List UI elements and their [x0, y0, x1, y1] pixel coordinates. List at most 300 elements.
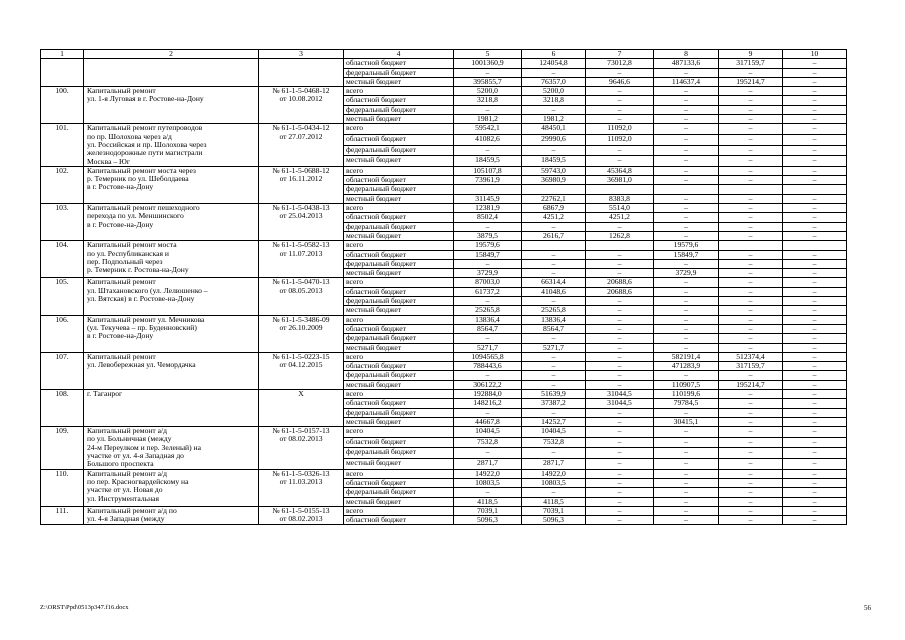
amount-cell: – [719, 488, 783, 497]
amount-cell: – [522, 371, 586, 380]
amount-cell: – [719, 115, 783, 124]
amount-cell: – [654, 497, 719, 506]
amount-cell: – [719, 497, 783, 506]
amount-cell: – [783, 389, 847, 398]
amount-cell: – [719, 408, 783, 417]
amount-cell: – [783, 362, 847, 371]
item-number: 104. [41, 241, 84, 278]
amount-cell: – [586, 297, 654, 306]
expertise-conclusion [259, 204, 344, 241]
amount-cell: – [586, 259, 654, 268]
amount-cell: – [654, 156, 719, 167]
table-row [41, 241, 847, 250]
amount-cell: – [522, 105, 586, 114]
amount-cell: 10404,5 [454, 427, 522, 438]
amount-cell: – [783, 315, 847, 324]
amount-cell: – [522, 488, 586, 497]
amount-cell: – [783, 478, 847, 487]
description-line: ул. 4-я Западная (между [87, 514, 165, 524]
amount-cell: 124054,8 [522, 59, 586, 68]
amount-cell: 30415,1 [654, 417, 719, 426]
description-line: перехода по ул. Меншинского [87, 211, 184, 221]
item-number: 102. [41, 166, 84, 203]
amount-cell: – [454, 145, 522, 156]
amount-cell [783, 185, 847, 194]
amount-cell: – [783, 306, 847, 315]
amount-cell: – [586, 497, 654, 506]
table-row [41, 124, 847, 135]
amount-cell: 317159,7 [719, 59, 783, 68]
amount-cell: 29990,6 [522, 134, 586, 145]
item-number [41, 59, 84, 87]
funding-source: местный бюджет [344, 194, 454, 203]
amount-cell: – [783, 297, 847, 306]
amount-cell: 36981,0 [586, 176, 654, 185]
amount-cell: – [719, 124, 783, 135]
amount-cell: – [719, 278, 783, 287]
amount-cell: 3729,9 [454, 269, 522, 278]
description-line: участке от ул. Новая до [87, 485, 163, 495]
description-line: Капитальный ремонт ул. Мечникова [87, 315, 205, 324]
funding-source: местный бюджет [344, 459, 454, 470]
header-cell: 9 [719, 50, 783, 59]
header-cell: 10 [783, 50, 847, 59]
amount-cell: – [783, 408, 847, 417]
amount-cell: – [783, 469, 847, 478]
amount-cell: – [719, 287, 783, 296]
amount-cell: 110907,5 [654, 380, 719, 389]
conclusion-line: № 61-1-5-0223-15 [272, 352, 330, 361]
funding-source: федеральный бюджет [344, 105, 454, 114]
amount-cell: – [454, 222, 522, 231]
amount-cell: – [454, 105, 522, 114]
amount-cell: – [454, 408, 522, 417]
amount-cell: 31145,9 [454, 194, 522, 203]
funding-source: всего [344, 389, 454, 398]
amount-cell: – [654, 287, 719, 296]
amount-cell: – [654, 478, 719, 487]
header-cell: 7 [586, 50, 654, 59]
amount-cell: – [783, 488, 847, 497]
amount-cell: 31044,5 [586, 389, 654, 398]
expertise-conclusion [259, 241, 344, 278]
amount-cell: – [719, 315, 783, 324]
conclusion-line: от 08.05.2013 [279, 285, 323, 295]
funding-source: местный бюджет [344, 156, 454, 167]
amount-cell: – [654, 204, 719, 213]
amount-cell: 195214,7 [719, 380, 783, 389]
item-number: 110. [41, 469, 84, 506]
object-description [84, 87, 259, 124]
amount-cell: – [586, 306, 654, 315]
amount-cell: – [586, 334, 654, 343]
amount-cell: 25265,8 [454, 306, 522, 315]
amount-cell: – [654, 343, 719, 352]
object-description [84, 204, 259, 241]
amount-cell: – [719, 222, 783, 231]
amount-cell: 20688,6 [586, 287, 654, 296]
amount-cell: 31044,5 [586, 399, 654, 408]
amount-cell: – [719, 96, 783, 105]
amount-cell: – [783, 124, 847, 135]
table-body [41, 59, 847, 525]
amount-cell: 306122,2 [454, 380, 522, 389]
amount-cell: – [719, 469, 783, 478]
amount-cell [719, 241, 783, 250]
amount-cell: – [654, 124, 719, 135]
amount-cell: 1981,2 [454, 115, 522, 124]
amount-cell: – [783, 77, 847, 86]
amount-cell: 4118,5 [522, 497, 586, 506]
conclusion-line: № 61-1-5-0155-13 [272, 506, 330, 515]
amount-cell: – [783, 145, 847, 156]
amount-cell: 105107,8 [454, 166, 522, 175]
table-row [41, 204, 847, 213]
amount-cell: – [654, 231, 719, 240]
amount-cell: – [783, 380, 847, 389]
amount-cell: – [783, 371, 847, 380]
amount-cell: 5096,3 [454, 516, 522, 525]
description-line: Капитальный ремонт [87, 352, 156, 361]
amount-cell: – [654, 469, 719, 478]
amount-cell: – [719, 343, 783, 352]
header-cell: 3 [259, 50, 344, 59]
conclusion-line: № 61-1-5-0688-12 [272, 166, 330, 175]
amount-cell: – [783, 134, 847, 145]
description-line: Капитальный ремонт [87, 86, 156, 96]
object-description [84, 59, 259, 87]
amount-cell: 195214,7 [719, 77, 783, 86]
amount-cell: – [783, 278, 847, 287]
funding-source: областной бюджет [344, 437, 454, 448]
amount-cell: – [654, 259, 719, 268]
amount-cell: – [783, 194, 847, 203]
amount-cell: – [586, 516, 654, 525]
amount-cell: 76357,0 [522, 77, 586, 86]
item-number: 111. [41, 506, 84, 525]
description-line: Большого проспекта [87, 459, 154, 469]
amount-cell: – [454, 297, 522, 306]
header-cell: 1 [41, 50, 84, 59]
amount-cell: – [586, 222, 654, 231]
amount-cell: – [654, 222, 719, 231]
funding-source: местный бюджет [344, 380, 454, 389]
description-line: по пр. Шолохова через а/д [87, 131, 172, 141]
amount-cell: – [719, 297, 783, 306]
amount-cell: – [783, 427, 847, 438]
description-line: г. Таганрог [87, 389, 123, 398]
amount-cell: – [783, 399, 847, 408]
amount-cell: – [654, 324, 719, 333]
amount-cell: – [719, 306, 783, 315]
amount-cell: – [654, 315, 719, 324]
amount-cell: – [654, 371, 719, 380]
amount-cell: – [586, 459, 654, 470]
funding-source: областной бюджет [344, 478, 454, 487]
amount-cell: – [719, 399, 783, 408]
amount-cell: – [719, 459, 783, 470]
funding-source: областной бюджет [344, 516, 454, 525]
amount-cell: 18459,5 [522, 156, 586, 167]
amount-cell: 20688,6 [586, 278, 654, 287]
amount-cell: – [586, 145, 654, 156]
description-line: Капитальный ремонт моста [87, 240, 177, 250]
funding-source: областной бюджет [344, 176, 454, 185]
amount-cell: – [586, 269, 654, 278]
amount-cell: – [719, 231, 783, 240]
amount-cell: – [783, 324, 847, 333]
expertise-conclusion [259, 166, 344, 203]
description-line: в г. Ростове-на-Дону [87, 331, 154, 341]
funding-source: всего [344, 427, 454, 438]
amount-cell: 66314,4 [522, 278, 586, 287]
header-cell: 5 [454, 50, 522, 59]
amount-cell: – [454, 68, 522, 77]
amount-cell [719, 185, 783, 194]
amount-cell: 14252,7 [522, 417, 586, 426]
funding-source: местный бюджет [344, 497, 454, 506]
amount-cell: – [654, 459, 719, 470]
amount-cell: – [654, 488, 719, 497]
amount-cell [522, 185, 586, 194]
amount-cell: 41048,6 [522, 287, 586, 296]
amount-cell: – [522, 448, 586, 459]
item-number: 106. [41, 315, 84, 352]
amount-cell: 5514,0 [586, 204, 654, 213]
funding-source: всего [344, 506, 454, 515]
funding-source: областной бюджет [344, 362, 454, 371]
description-line: Капитальный ремонт пешеходного [87, 203, 200, 213]
conclusion-line: № 61-1-5-0582-13 [272, 240, 330, 250]
amount-cell: 5271,7 [454, 343, 522, 352]
funding-source: местный бюджет [344, 343, 454, 352]
table-row [41, 315, 847, 324]
amount-cell: – [783, 231, 847, 240]
funding-source: всего [344, 87, 454, 96]
amount-cell: – [719, 478, 783, 487]
amount-cell: – [586, 96, 654, 105]
amount-cell: – [783, 516, 847, 525]
description-line: Капитальный ремонт а/д по [87, 506, 177, 515]
amount-cell: 487133,6 [654, 59, 719, 68]
description-line: участке от ул. 4-я Западная до [87, 451, 184, 461]
funding-source: федеральный бюджет [344, 68, 454, 77]
amount-cell: – [719, 166, 783, 175]
conclusion-line: № 61-1-5-0470-13 [272, 277, 330, 287]
object-description [84, 389, 259, 426]
conclusion-line: от 26.10.2009 [279, 322, 323, 332]
amount-cell: – [783, 352, 847, 361]
amount-cell: – [719, 389, 783, 398]
funding-source: федеральный бюджет [344, 408, 454, 417]
amount-cell: – [654, 176, 719, 185]
funding-source: местный бюджет [344, 306, 454, 315]
column-number-header [41, 50, 847, 59]
amount-cell: – [586, 448, 654, 459]
description-line: ул. Инструментальная [87, 493, 160, 503]
amount-cell: – [586, 380, 654, 389]
amount-cell: – [654, 134, 719, 145]
amount-cell: 6867,9 [522, 204, 586, 213]
description-line: Капитальный ремонт путепроводов [87, 123, 203, 133]
amount-cell: – [719, 437, 783, 448]
amount-cell: – [522, 352, 586, 361]
amount-cell: 7039,1 [454, 506, 522, 515]
object-description [84, 315, 259, 352]
budget-table [40, 49, 847, 525]
description-line: Капитальный ремонт моста через [87, 166, 196, 175]
amount-cell: 2871,7 [522, 459, 586, 470]
amount-cell: – [783, 68, 847, 77]
amount-cell: – [783, 222, 847, 231]
table-row [41, 352, 847, 361]
amount-cell: – [454, 334, 522, 343]
amount-cell: – [783, 497, 847, 506]
amount-cell: 148216,2 [454, 399, 522, 408]
amount-cell: 5200,0 [454, 87, 522, 96]
amount-cell: – [522, 259, 586, 268]
amount-cell [586, 241, 654, 250]
description-line: р. Темерник г. Ростова-на-Дону [87, 265, 189, 275]
funding-source: областной бюджет [344, 213, 454, 222]
funding-source: всего [344, 204, 454, 213]
amount-cell: – [586, 408, 654, 417]
amount-cell: 79784,5 [654, 399, 719, 408]
conclusion-line: № 61-1-5-3486-09 [272, 315, 330, 324]
amount-cell: – [522, 222, 586, 231]
amount-cell [654, 185, 719, 194]
amount-cell: 8502,4 [454, 213, 522, 222]
amount-cell: – [586, 115, 654, 124]
amount-cell: – [654, 297, 719, 306]
expertise-conclusion [259, 389, 344, 426]
header-cell: 2 [84, 50, 259, 59]
amount-cell: – [783, 59, 847, 68]
conclusion-line: от 10.08.2012 [279, 94, 323, 104]
funding-source: всего [344, 124, 454, 135]
amount-cell: – [522, 145, 586, 156]
amount-cell: – [783, 506, 847, 515]
amount-cell: 11092,0 [586, 124, 654, 135]
amount-cell: 788443,6 [454, 362, 522, 371]
amount-cell: – [783, 213, 847, 222]
object-description [84, 124, 259, 166]
amount-cell: – [783, 176, 847, 185]
expertise-conclusion [259, 352, 344, 389]
amount-cell: – [654, 437, 719, 448]
amount-cell: – [783, 334, 847, 343]
amount-cell: 11092,0 [586, 134, 654, 145]
amount-cell: – [654, 516, 719, 525]
amount-cell: – [454, 488, 522, 497]
amount-cell: – [654, 96, 719, 105]
conclusion-line: от 11.03.2013 [279, 476, 323, 486]
amount-cell: – [586, 488, 654, 497]
table-row [41, 469, 847, 478]
amount-cell: 3218,8 [522, 96, 586, 105]
amount-cell: 61737,2 [454, 287, 522, 296]
amount-cell: – [783, 417, 847, 426]
amount-cell: 3879,5 [454, 231, 522, 240]
object-description [84, 241, 259, 278]
conclusion-line: Х [298, 389, 304, 398]
amount-cell: 13836,4 [454, 315, 522, 324]
header-cell: 8 [654, 50, 719, 59]
amount-cell: – [719, 213, 783, 222]
amount-cell: – [522, 297, 586, 306]
amount-cell: – [654, 306, 719, 315]
amount-cell: – [586, 371, 654, 380]
amount-cell: – [783, 250, 847, 259]
expertise-conclusion [259, 315, 344, 352]
funding-source: федеральный бюджет [344, 259, 454, 268]
amount-cell: – [586, 362, 654, 371]
amount-cell: – [586, 437, 654, 448]
amount-cell: 317159,7 [719, 362, 783, 371]
funding-source: областной бюджет [344, 399, 454, 408]
amount-cell: 4251,2 [522, 213, 586, 222]
amount-cell [783, 241, 847, 250]
conclusion-line: от 25.04.2013 [279, 211, 323, 221]
funding-source: областной бюджет [344, 59, 454, 68]
funding-source: федеральный бюджет [344, 297, 454, 306]
amount-cell: – [719, 194, 783, 203]
item-number: 108. [41, 389, 84, 426]
amount-cell: – [654, 427, 719, 438]
object-description [84, 278, 259, 315]
amount-cell: 471283,9 [654, 362, 719, 371]
table-row [41, 59, 847, 68]
amount-cell: 25265,8 [522, 306, 586, 315]
amount-cell: 51639,9 [522, 389, 586, 398]
description-line: ул. 1-я Луговая в г. Ростове-на-Дону [87, 94, 204, 104]
funding-source: областной бюджет [344, 134, 454, 145]
amount-cell: – [719, 334, 783, 343]
item-number: 101. [41, 124, 84, 166]
amount-cell: 3218,8 [454, 96, 522, 105]
amount-cell: – [719, 427, 783, 438]
funding-source: местный бюджет [344, 115, 454, 124]
amount-cell: – [586, 156, 654, 167]
amount-cell: – [586, 315, 654, 324]
expertise-conclusion [259, 59, 344, 87]
amount-cell: – [719, 105, 783, 114]
amount-cell: – [783, 343, 847, 352]
funding-source: местный бюджет [344, 417, 454, 426]
amount-cell: 19579,6 [654, 241, 719, 250]
item-number: 105. [41, 278, 84, 315]
amount-cell: – [454, 371, 522, 380]
amount-cell: – [586, 68, 654, 77]
item-number: 100. [41, 87, 84, 124]
amount-cell: – [654, 145, 719, 156]
file-path: Z:\ORST\Ppd\0513p347.f16.docx [40, 604, 129, 611]
amount-cell: 15849,7 [654, 250, 719, 259]
amount-cell: 1001360,9 [454, 59, 522, 68]
amount-cell: 2616,7 [522, 231, 586, 240]
conclusion-line: № 61-1-5-0434-12 [272, 123, 330, 133]
amount-cell: 10404,5 [522, 427, 586, 438]
amount-cell: – [586, 506, 654, 515]
table-row [41, 389, 847, 398]
amount-cell: 8564,7 [522, 324, 586, 333]
amount-cell: – [783, 156, 847, 167]
amount-cell: 13836,4 [522, 315, 586, 324]
amount-cell: 44667,8 [454, 417, 522, 426]
funding-source: федеральный бюджет [344, 185, 454, 194]
amount-cell: – [654, 213, 719, 222]
funding-source: всего [344, 166, 454, 175]
